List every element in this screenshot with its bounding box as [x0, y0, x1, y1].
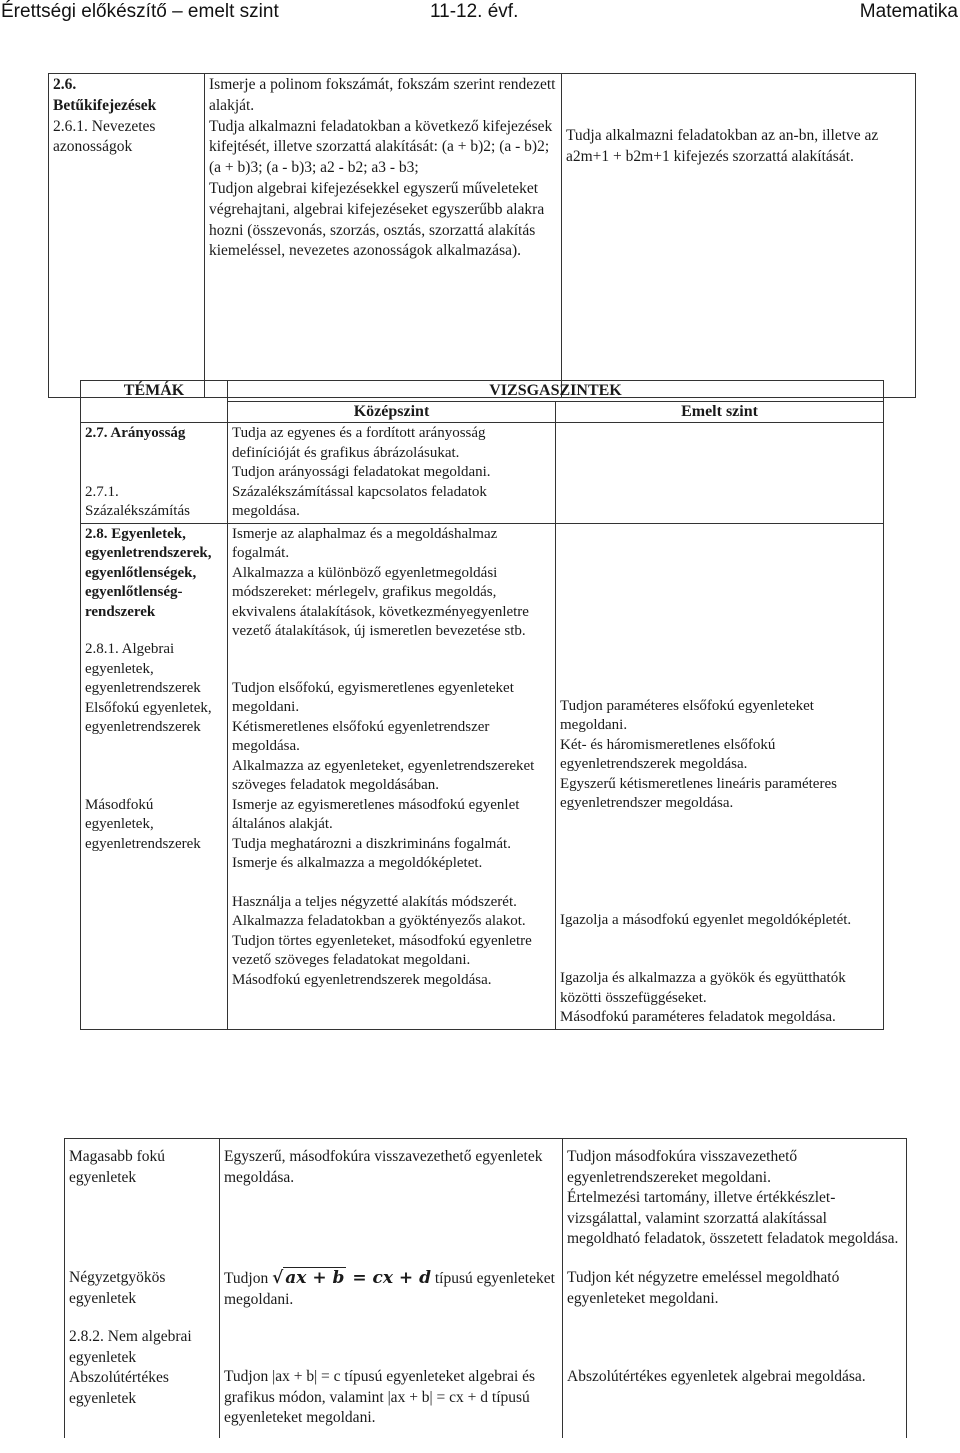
- emelt-szint-cell: [556, 523, 884, 1029]
- topic-title: Betűkifejezések: [53, 96, 157, 114]
- requirement-text: típusú egyenleteket megoldani.: [224, 1270, 555, 1308]
- emelt-szint-cell: [556, 423, 884, 524]
- requirement-text: Használja a teljes négyzetté alakítás módszerét. Alkalmazza feladatokban a gyöktényezős alakot. Tudjon törtes egyenleteket, másodfokú egyenletre vezető szöveges feladatokat megoldani. Másodfokú egyenletrendszerek megoldása.: [232, 893, 532, 988]
- requirement-text: Tudjon elsőfokú, egyismeretlenes egyenleteket megoldani. Kétismeretlenes elsőfokú egyenletrendszer megoldása. Alkalmazza az egyenleteket, egyenletrendszereket szöveges feladatok megoldásában.: [232, 679, 535, 793]
- requirements-table-egyenletek-folytatas: [64, 1138, 907, 1438]
- table-header-row: [81, 381, 884, 402]
- kozepszint-cell: Tudjon |ax + b| = c típusú egyenleteket algebrai és grafikus módon, valamint |ax + b| = cx + d típusú egyenleteket megoldani.: [220, 1323, 563, 1438]
- formula-rhs: = cx + d: [352, 1268, 431, 1288]
- topic-cell: [81, 523, 228, 1029]
- requirement-text: Tudjon paraméteres elsőfokú egyenleteket megoldani. Két- és háromismeretlenes elsőfokú egyenletrendszerek megoldása. Egyszerű kétismeretlenes lineáris paraméteres egyenletrendszer megoldása.: [560, 697, 837, 811]
- header-course-title: Érettségi előkészítő – emelt szint: [1, 1, 279, 22]
- table-row: [81, 523, 884, 1029]
- topic-cell: 2.8.2. Nem algebrai egyenletek Abszolútértékes egyenletek: [65, 1323, 220, 1438]
- requirement-text: Ismerje a polinom fokszámát, fokszám szerint rendezett alakját.: [209, 76, 556, 114]
- column-header-emelt-szint: Emelt szint: [556, 402, 884, 423]
- topic-title: 2.8. Egyenletek, egyenletrendszerek, egyenlőtlenségek, egyenlőtlenség-rendszerek: [85, 525, 212, 620]
- requirements-table-betukifejezesek: [48, 73, 916, 398]
- table-row: [65, 1139, 907, 1263]
- requirement-text: Tudja alkalmazni feladatokban a következő kifejezések kifejtését, illetve szorzattá alakítását: (a + b)2; (a - b)2; (a + b)3; (a - b)3; a2 - b2; a3 - b3;: [209, 117, 553, 177]
- emelt-szint-cell: Abszolútértékes egyenletek algebrai megoldása.: [563, 1323, 907, 1438]
- subtopic-title: 2.6.1. Nevezetes azonosságok: [53, 117, 156, 156]
- requirement-text: Tudja alkalmazni feladatokban az an-bn, illetve az a2m+1 + b2m+1 kifejezés szorzattá alakítását.: [566, 127, 879, 165]
- requirement-text: Ismerje az alaphalmaz és a megoldáshalmaz fogalmát. Alkalmazza a különböző egyenletmegoldási módszereket: mérlegelv, grafikus megoldás, ekvivalens átalakítások, következményegyenletre vezető átalakítások, új ismeretlen bevezetése stb.: [232, 525, 529, 639]
- column-header-vizsgaszintek: VIZSGASZINTEK: [228, 381, 884, 402]
- requirement-text: Ismerje az egyismeretlenes másodfokú egyenlet általános alakját. Tudja meghatározni a diszkrimináns fogalmát. Ismerje és alkalmazza a megoldóképletet.: [232, 796, 520, 871]
- subtopic-title: Másodfokú egyenletek, egyenletrendszerek: [85, 796, 201, 852]
- header-grade: 11-12. évf.: [430, 1, 519, 22]
- topic-cell: [81, 423, 228, 524]
- topic-cell: [49, 74, 205, 398]
- table-row: [65, 1323, 907, 1438]
- requirement-text: Tudjon algebrai kifejezésekkel egyszerű műveleteket végrehajtani, algebrai kifejezéseket egyszerűbb alakra hozni (összevonás, szorzás, osztás, szorzattá alakítás kiemeléssel, nevezetes azonosságok alkalmazása).: [209, 179, 545, 260]
- requirement-text: Tudjon: [224, 1270, 269, 1287]
- topic-title: 2.7. Arányosság: [85, 425, 186, 441]
- topic-number: 2.6.: [53, 76, 77, 93]
- requirements-table-aranyossag-egyenletek: [80, 380, 884, 1030]
- emelt-szint-cell: [562, 74, 916, 398]
- kozepszint-cell: [205, 74, 562, 398]
- radicand: ax + b: [285, 1268, 345, 1288]
- table-row: [81, 423, 884, 524]
- emelt-szint-cell: Tudjon másodfokúra visszavezethető egyenletrendszereket megoldani. Értelmezési tartomány, illetve értékkészlet-vizsgálattal, valamint szorzattá alakítással megoldható feladatok, összetett feladatok megoldása.: [563, 1139, 907, 1263]
- subtopic-title: 2.8.1. Algebrai egyenletek, egyenletrendszerek Elsőfokú egyenletek, egyenletrendszerek: [85, 641, 212, 735]
- emelt-szint-cell: Tudjon két négyzetre emeléssel megoldható egyenleteket megoldani.: [563, 1262, 907, 1323]
- column-header-kozepszint: Középszint: [228, 402, 556, 423]
- topic-cell: Magasabb fokú egyenletek: [65, 1139, 220, 1263]
- kozepszint-cell: [220, 1262, 563, 1323]
- page-header: [0, 0, 960, 26]
- requirement-text: Igazolja és alkalmazza a gyökök és együtthatók közötti összefüggéseket. Másodfokú paraméteres feladatok megoldása.: [560, 970, 846, 1025]
- topic-cell: Négyzetgyökös egyenletek: [65, 1262, 220, 1323]
- table-row: [49, 74, 916, 398]
- table-row: [65, 1262, 907, 1323]
- column-header-temak: TÉMÁK: [81, 381, 228, 423]
- square-root-formula: √ ax + b = cx + d: [272, 1268, 431, 1288]
- kozepszint-cell: Tudja az egyenes és a fordított arányosság definícióját és grafikus ábrázolásukat. Tudjon arányossági feladatokat megoldani. Százalékszámítással kapcsolatos feladatok megoldása.: [228, 423, 556, 524]
- kozepszint-cell: Egyszerű, másodfokúra visszavezethető egyenletek megoldása.: [220, 1139, 563, 1263]
- kozepszint-cell: [228, 523, 556, 1029]
- header-subject: Matematika: [859, 1, 958, 22]
- requirement-text: Igazolja a másodfokú egyenlet megoldóképletét.: [560, 911, 852, 928]
- subtopic-title: 2.7.1. Százalékszámítás: [85, 483, 190, 519]
